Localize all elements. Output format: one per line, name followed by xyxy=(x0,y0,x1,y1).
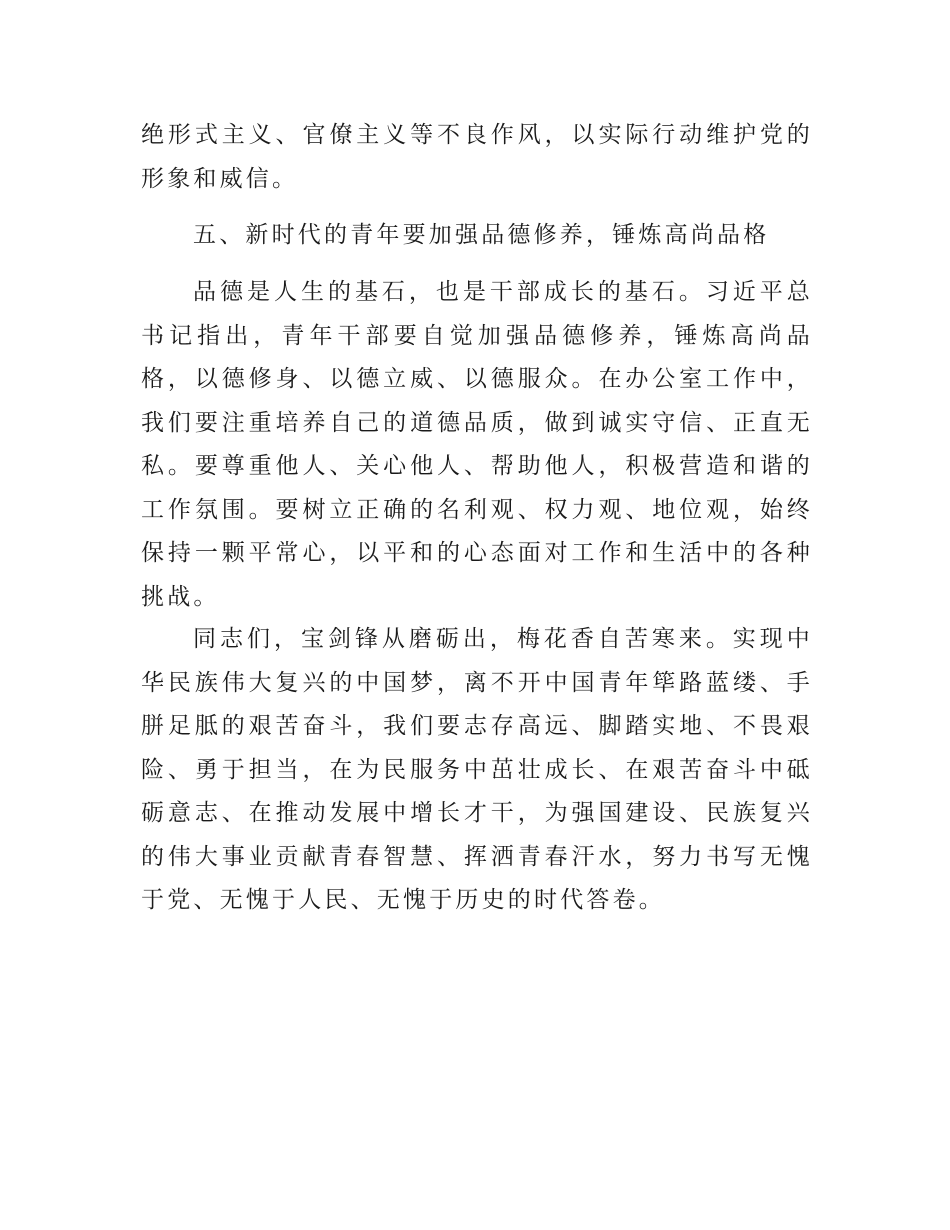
paragraph-continuation xyxy=(141,114,813,201)
section-heading xyxy=(141,214,813,258)
paragraph-closing-text: 同志们，宝剑锋从磨砺出，梅花香自苦寒来。实现中华民族伟大复兴的中国梦，离不开中国青年筚路蓝缕、手胼足胝的艰苦奋斗，我们要志存高远、脚踏实地、不畏艰险、勇于担当，在为民服务中茁壮成长、在艰苦奋斗中砥砺意志、在推动发展中增长才干，为强国建设、民族复兴的伟大事业贡献青春智慧、挥洒青春汗水，努力书写无愧于党、无愧于人民、无愧于历史的时代答卷。 xyxy=(141,626,813,913)
paragraph-continuation-text: 绝形式主义、官僚主义等不良作风，以实际行动维护党的形象和威信。 xyxy=(141,122,813,192)
section-heading-text: 五、新时代的青年要加强品德修养，锤炼高尚品格 xyxy=(193,222,770,248)
paragraph-closing xyxy=(141,618,813,923)
paragraph-virtue xyxy=(141,271,813,619)
paragraph-virtue-text: 品德是人生的基石，也是干部成长的基石。习近平总书记指出，青年干部要自觉加强品德修养，锤炼高尚品格，以德修身、以德立威、以德服众。在办公室工作中，我们要注重培养自己的道德品质，做到诚实守信、正直无私。要尊重他人、关心他人、帮助他人，积极营造和谐的工作氛围。要树立正确的名利观、权力观、地位观，始终保持一颗平常心，以平和的心态面对工作和生活中的各种挑战。 xyxy=(141,279,813,610)
